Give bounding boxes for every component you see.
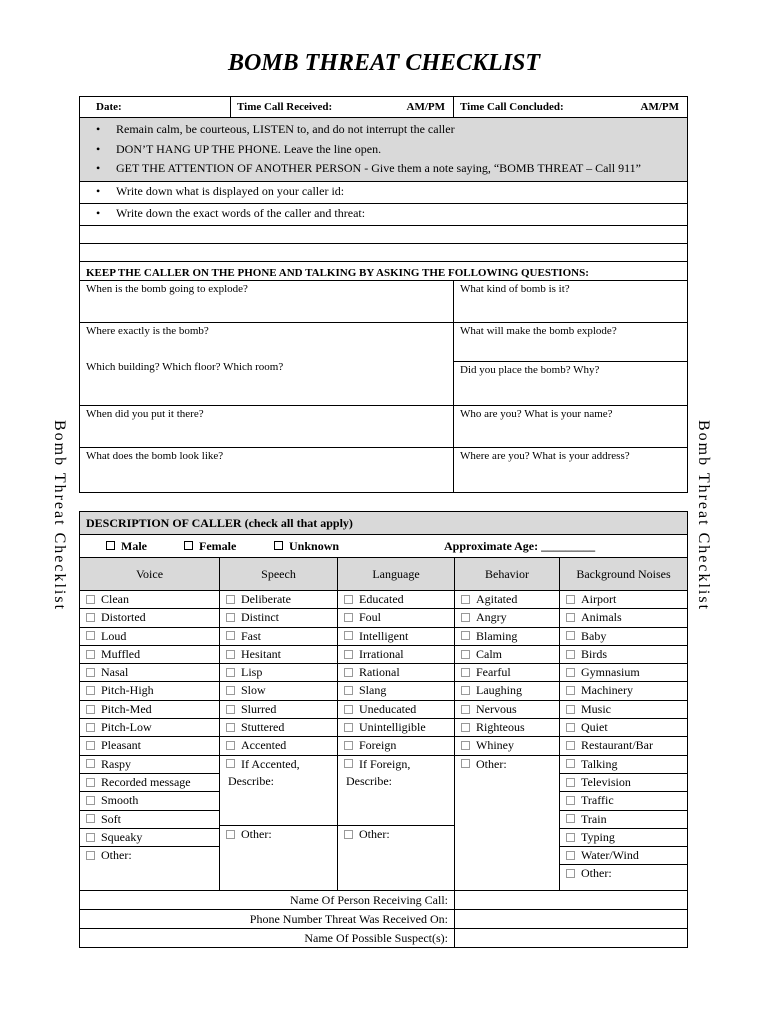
noise-baby-checkbox[interactable]: Baby <box>560 627 687 645</box>
question-cell[interactable]: What kind of bomb is it? <box>454 280 688 322</box>
behavior-other-checkbox[interactable]: Other: <box>455 755 559 773</box>
language-uneducated-checkbox[interactable]: Uneducated <box>338 700 454 718</box>
voice-loud-checkbox[interactable]: Loud <box>80 627 219 645</box>
behavior-righteous-checkbox[interactable]: Righteous <box>455 718 559 736</box>
voice-muffled-checkbox[interactable]: Muffled <box>80 645 219 663</box>
unknown-checkbox[interactable]: Unknown <box>274 539 444 554</box>
question-cell[interactable]: When is the bomb going to explode? <box>80 280 454 322</box>
side-label-left: Bomb Threat Checklist <box>51 420 68 612</box>
voice-raspy-checkbox[interactable]: Raspy <box>80 755 219 773</box>
voice-other-checkbox[interactable]: Other: <box>80 846 219 864</box>
suspect-label: Name Of Possible Suspect(s): <box>80 929 455 948</box>
speech-deliberate-checkbox[interactable]: Deliberate <box>220 591 337 608</box>
language-educated-checkbox[interactable]: Educated <box>338 591 454 608</box>
language-column <box>338 591 455 891</box>
noise-machinery-checkbox[interactable]: Machinery <box>560 681 687 699</box>
noise-water-wind-checkbox[interactable]: Water/Wind <box>560 846 687 864</box>
speech-if-accented-checkbox[interactable]: If Accented, Describe: <box>220 755 337 791</box>
caller-id-field[interactable]: • Write down what is displayed on your caller id: <box>80 181 688 203</box>
language-unintelligible-checkbox[interactable]: Unintelligible <box>338 718 454 736</box>
background-column <box>560 591 688 891</box>
noise-quiet-checkbox[interactable]: Quiet <box>560 718 687 736</box>
keep-caller-heading: KEEP THE CALLER ON THE PHONE AND TALKING BY ASKING THE FOLLOWING QUESTIONS: <box>80 261 688 280</box>
voice-header: Voice <box>80 558 220 591</box>
blank-line[interactable] <box>80 243 688 261</box>
approximate-age-field[interactable]: Approximate Age: _________ <box>444 538 596 553</box>
instruction-item: • Remain calm, be courteous, LISTEN to, and do not interrupt the caller <box>116 120 681 140</box>
instruction-item: • DON’T HANG UP THE PHONE. Leave the line open. <box>116 140 681 160</box>
voice-pitch-high-checkbox[interactable]: Pitch-High <box>80 681 219 699</box>
behavior-whiney-checkbox[interactable]: Whiney <box>455 736 559 754</box>
time-received-field[interactable]: Time Call Received: AM/PM <box>231 97 454 118</box>
language-header: Language <box>338 558 455 591</box>
speech-stuttered-checkbox[interactable]: Stuttered <box>220 718 337 736</box>
behavior-nervous-checkbox[interactable]: Nervous <box>455 700 559 718</box>
language-slang-checkbox[interactable]: Slang <box>338 681 454 699</box>
male-checkbox[interactable]: Male <box>106 539 184 554</box>
speech-header: Speech <box>220 558 338 591</box>
voice-nasal-checkbox[interactable]: Nasal <box>80 663 219 681</box>
voice-recorded-checkbox[interactable]: Recorded message <box>80 773 219 791</box>
noise-airport-checkbox[interactable]: Airport <box>560 591 687 608</box>
language-foul-checkbox[interactable]: Foul <box>338 608 454 626</box>
noise-restaurant-checkbox[interactable]: Restaurant/Bar <box>560 736 687 754</box>
date-field[interactable]: Date: <box>80 97 231 118</box>
blank-line[interactable] <box>80 225 688 243</box>
gender-row <box>80 535 688 558</box>
speech-fast-checkbox[interactable]: Fast <box>220 627 337 645</box>
phone-field[interactable] <box>455 910 688 929</box>
behavior-calm-checkbox[interactable]: Calm <box>455 645 559 663</box>
voice-clean-checkbox[interactable]: Clean <box>80 591 219 608</box>
language-irrational-checkbox[interactable]: Irrational <box>338 645 454 663</box>
question-cell[interactable]: What does the bomb look like? <box>80 447 454 492</box>
receiver-field[interactable] <box>455 891 688 910</box>
voice-distorted-checkbox[interactable]: Distorted <box>80 608 219 626</box>
voice-column <box>80 591 220 891</box>
behavior-column <box>455 591 560 891</box>
question-cell[interactable]: What will make the bomb explode? Did you place the bomb? Why? <box>454 322 688 405</box>
noise-gymnasium-checkbox[interactable]: Gymnasium <box>560 663 687 681</box>
voice-smooth-checkbox[interactable]: Smooth <box>80 791 219 809</box>
question-cell[interactable]: Who are you? What is your name? <box>454 405 688 447</box>
female-checkbox[interactable]: Female <box>184 539 274 554</box>
time-concluded-field[interactable]: Time Call Concluded: AM/PM <box>454 97 688 118</box>
exact-words-field[interactable]: • Write down the exact words of the caller and threat: <box>80 203 688 225</box>
phone-label: Phone Number Threat Was Received On: <box>80 910 455 929</box>
noise-music-checkbox[interactable]: Music <box>560 700 687 718</box>
instruction-item: • GET THE ATTENTION OF ANOTHER PERSON - Give them a note saying, “BOMB THREAT – Call 911” <box>116 159 681 179</box>
noise-animals-checkbox[interactable]: Animals <box>560 608 687 626</box>
noise-train-checkbox[interactable]: Train <box>560 810 687 828</box>
noise-birds-checkbox[interactable]: Birds <box>560 645 687 663</box>
voice-pitch-low-checkbox[interactable]: Pitch-Low <box>80 718 219 736</box>
speech-slow-checkbox[interactable]: Slow <box>220 681 337 699</box>
noise-television-checkbox[interactable]: Television <box>560 773 687 791</box>
instructions-box <box>80 118 688 182</box>
description-heading: DESCRIPTION OF CALLER (check all that apply) <box>80 512 688 535</box>
voice-pleasant-checkbox[interactable]: Pleasant <box>80 736 219 754</box>
noise-typing-checkbox[interactable]: Typing <box>560 828 687 846</box>
background-header: Background Noises <box>560 558 688 591</box>
voice-pitch-med-checkbox[interactable]: Pitch-Med <box>80 700 219 718</box>
speech-other-checkbox[interactable]: Other: <box>220 825 337 890</box>
noise-traffic-checkbox[interactable]: Traffic <box>560 791 687 809</box>
speech-hesitant-checkbox[interactable]: Hesitant <box>220 645 337 663</box>
question-cell[interactable]: Where are you? What is your address? <box>454 447 688 492</box>
side-label-right: Bomb Threat Checklist <box>695 420 712 612</box>
call-info-table <box>79 96 688 493</box>
suspect-field[interactable] <box>455 929 688 948</box>
language-intelligent-checkbox[interactable]: Intelligent <box>338 627 454 645</box>
language-other-checkbox[interactable]: Other: <box>338 825 454 890</box>
noise-talking-checkbox[interactable]: Talking <box>560 755 687 773</box>
speech-lisp-checkbox[interactable]: Lisp <box>220 663 337 681</box>
speech-slurred-checkbox[interactable]: Slurred <box>220 700 337 718</box>
behavior-laughing-checkbox[interactable]: Laughing <box>455 681 559 699</box>
question-cell[interactable]: When did you put it there? <box>80 405 454 447</box>
behavior-angry-checkbox[interactable]: Angry <box>455 608 559 626</box>
speech-distinct-checkbox[interactable]: Distinct <box>220 608 337 626</box>
page-title: BOMB THREAT CHECKLIST <box>227 50 541 76</box>
behavior-header: Behavior <box>455 558 560 591</box>
voice-soft-checkbox[interactable]: Soft <box>80 810 219 828</box>
voice-squeaky-checkbox[interactable]: Squeaky <box>80 828 219 846</box>
language-if-foreign-checkbox[interactable]: If Foreign, Describe: <box>338 755 454 791</box>
language-foreign-checkbox[interactable]: Foreign <box>338 736 454 754</box>
behavior-blaming-checkbox[interactable]: Blaming <box>455 627 559 645</box>
behavior-fearful-checkbox[interactable]: Fearful <box>455 663 559 681</box>
receiver-label: Name Of Person Receiving Call: <box>80 891 455 910</box>
speech-column <box>220 591 338 891</box>
question-cell[interactable]: Where exactly is the bomb? Which building? Which floor? Which room? <box>80 322 454 405</box>
noise-other-checkbox[interactable]: Other: <box>560 864 687 882</box>
language-rational-checkbox[interactable]: Rational <box>338 663 454 681</box>
speech-accented-checkbox[interactable]: Accented <box>220 736 337 754</box>
behavior-agitated-checkbox[interactable]: Agitated <box>455 591 559 608</box>
caller-description-table <box>79 511 688 948</box>
